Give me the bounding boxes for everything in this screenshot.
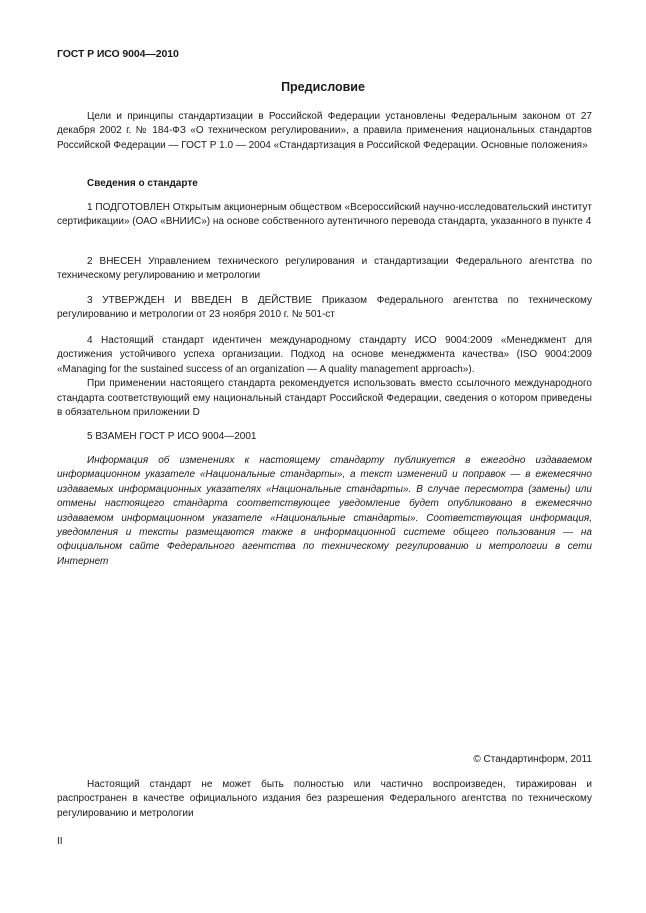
item-2-block [57,255,592,284]
document-code-header: ГОСТ Р ИСО 9004—2010 [57,48,179,60]
intro-paragraph: Цели и принципы стандартизации в Российской Федерации установлены Федеральным законом от 27 декабря 2002 г. № 184-ФЗ «О техническом регулировании», а правила применения национальных стандартов Российской Федерации — ГОСТ Р 1.0 — 2004 «Стандартизация в Российской Федерации. Основные положения» [57,111,592,151]
section-heading-block [57,177,592,191]
intro-paragraph-block [57,110,592,153]
section-heading: Сведения о стандарте [87,178,198,189]
page-title: Предисловие [281,80,365,94]
item-introduced: 2 ВНЕСЕН Управлением технического регулирования и стандартизации Федерального агентства по техническому регулированию и метрологии [57,256,592,282]
copyright-line: © Стандартинформ, 2011 [473,754,592,765]
item-5-block [57,430,592,444]
item-3-block [57,294,592,323]
rights-notice: Настоящий стандарт не может быть полностью или частично воспроизведен, тиражирован и распространен в качестве официального издания без разрешения Федерального агентства по техническому регулированию и метрологии [57,779,592,819]
item-usage-note: При применении настоящего стандарта рекомендуется использовать вместо ссылочного международного стандарта соответствующий ему национальный стандарт Российской Федерации, сведения о котором приведены в обязательном приложении D [57,378,592,419]
item-approved: 3 УТВЕРЖДЕН И ВВЕДЕН В ДЕЙСТВИЕ Приказом Федерального агентства по техническому регулированию и метрологии от 23 ноября 2010 г. № 501-ст [57,295,592,321]
item-1-block [57,201,592,230]
item-prepared: 1 ПОДГОТОВЛЕН Открытым акционерным обществом «Всероссийский научно-исследовательский институт сертификации» (ОАО «ВНИИС») на основе собственного аутентичного перевода стандарта, указанного в пункте 4 [57,202,592,228]
changes-notice: Информация об изменениях к настоящему стандарту публикуется в ежегодно издаваемом информационном указателе «Национальные стандарты», а текст изменений и поправок — в ежемесячно издаваемых информационных указателях «Национальные стандарты». В случае пересмотра (замены) или отмены настоящего стандарта соответствующее уведомление будет опубликовано в ежемесячно издаваемом информационном указателе «Национальные стандарты». Соответствующая информация, уведомления и тексты размещаются также в информационной системе общего пользования — на официальном сайте Федерального агентства по техническому регулированию и метрологии в сети Интернет [57,455,592,567]
page-number: II [57,836,63,847]
rights-notice-block [57,778,592,821]
item-identical-standard: 4 Настоящий стандарт идентичен международному стандарту ИСО 9004:2009 «Менеджмент для достижения устойчивого успеха организации. Подход на основе менеджмента качества» (ISO 9004:2009 «Managing for the sustained success of an organization — A quality management approach»). [57,335,592,375]
item-4-block [57,334,592,420]
item-replaces: 5 ВЗАМЕН ГОСТ Р ИСО 9004—2001 [87,431,257,442]
changes-notice-block [57,454,592,569]
